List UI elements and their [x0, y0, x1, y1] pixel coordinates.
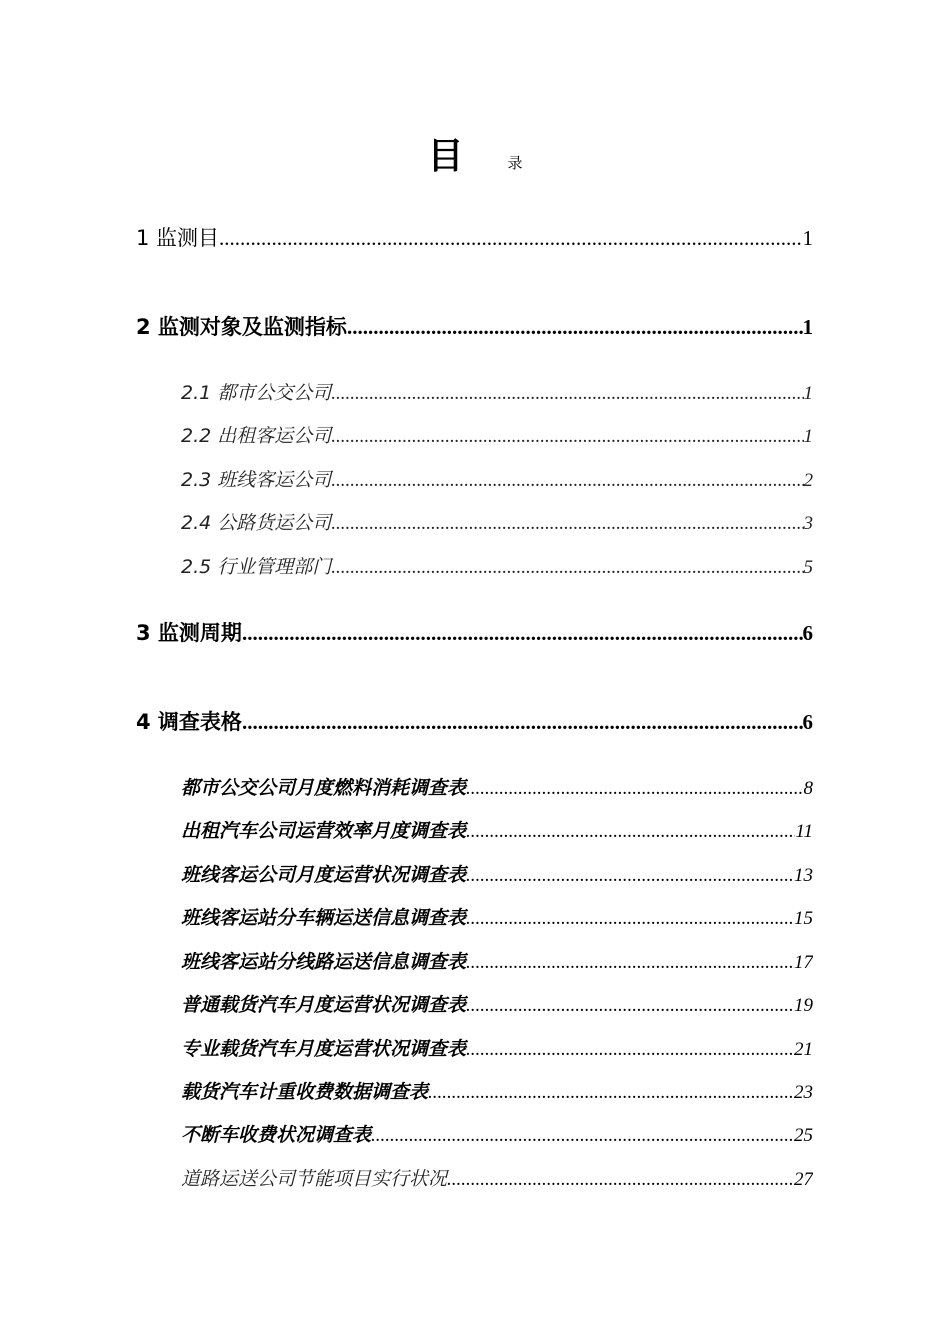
toc-leader-dots — [331, 513, 803, 535]
toc-entry-label: 道路运送公司节能项目实行状况 — [181, 1168, 448, 1190]
toc-entry-label: 班线客运公司月度运营状况调查表 — [181, 864, 467, 886]
toc-entry-label: 载货汽车计重收费数据调查表 — [181, 1081, 429, 1103]
toc-page-number: 23 — [794, 1082, 813, 1103]
toc-title — [0, 128, 950, 179]
toc-entry-table-3[interactable] — [181, 860, 813, 887]
toc-leader-dots — [466, 865, 794, 887]
toc-page-number: 21 — [794, 1039, 813, 1060]
toc-page-number: 17 — [794, 952, 813, 973]
toc-page-number: 3 — [803, 513, 813, 534]
toc-title-main: 目 — [427, 136, 464, 177]
toc-entry-table-1[interactable] — [181, 773, 813, 800]
toc-entry-label: 2 监测对象及监测指标 — [136, 315, 347, 339]
toc-leader-dots — [242, 710, 803, 735]
toc-entry-label: 不断车收费状况调查表 — [181, 1124, 372, 1146]
toc-leader-dots — [331, 557, 803, 579]
toc-page-number: 27 — [794, 1169, 813, 1190]
toc-page-number: 6 — [802, 710, 813, 734]
toc-leader-dots — [447, 1169, 794, 1191]
toc-entry-2-2[interactable] — [181, 421, 813, 448]
toc-page-number: 1 — [803, 383, 813, 404]
toc-entry-table-5[interactable] — [181, 947, 813, 974]
toc-entry-label: 2.1 都市公交公司 — [181, 382, 332, 404]
toc-entry-table-10[interactable] — [181, 1164, 813, 1191]
toc-entry-label: 班线客运站分车辆运送信息调查表 — [181, 907, 467, 929]
toc-page-number: 25 — [794, 1125, 813, 1146]
toc-page-number: 1 — [803, 426, 813, 447]
toc-entry-table-8[interactable] — [181, 1077, 813, 1104]
toc-leader-dots — [466, 908, 794, 930]
toc-leader-dots — [219, 226, 802, 251]
toc-entry-label: 都市公交公司月度燃料消耗调查表 — [181, 777, 467, 799]
toc-leader-dots — [466, 821, 795, 843]
toc-leader-dots — [428, 1082, 794, 1104]
toc-page-number: 15 — [794, 908, 813, 929]
toc-leader-dots — [371, 1125, 794, 1147]
toc-page-number: 1 — [802, 315, 813, 339]
toc-entry-2-5[interactable] — [181, 552, 813, 579]
toc-leader-dots — [331, 426, 803, 448]
toc-leader-dots — [466, 1039, 794, 1061]
toc-page-number: 19 — [794, 995, 813, 1016]
toc-page-number: 2 — [803, 470, 813, 491]
toc-page-number: 1 — [802, 226, 813, 250]
toc-page-number: 6 — [802, 621, 813, 645]
toc-entry-label: 2.4 公路货运公司 — [181, 512, 332, 534]
toc-entry-label: 2.2 出租客运公司 — [181, 425, 332, 447]
toc-entry-table-9[interactable] — [181, 1120, 813, 1147]
toc-entry-table-4[interactable] — [181, 903, 813, 930]
toc-entry-1[interactable] — [136, 222, 813, 252]
toc-entry-2[interactable] — [136, 311, 813, 341]
toc-entry-4[interactable] — [136, 706, 813, 736]
toc-leader-dots — [242, 621, 803, 646]
toc-entry-2-1[interactable] — [181, 378, 813, 405]
toc-entry-table-2[interactable] — [181, 816, 813, 843]
toc-entry-2-3[interactable] — [181, 465, 813, 492]
toc-entry-label: 专业载货汽车月度运营状况调查表 — [181, 1038, 467, 1060]
toc-page-number: 5 — [803, 557, 813, 578]
toc-entry-table-7[interactable] — [181, 1034, 813, 1061]
toc-entry-label: 2.3 班线客运公司 — [181, 469, 332, 491]
toc-leader-dots — [466, 952, 794, 974]
toc-leader-dots — [347, 315, 803, 340]
toc-page-number: 13 — [794, 865, 813, 886]
toc-entry-label: 2.5 行业管理部门 — [181, 556, 332, 578]
toc-entry-label: 出租汽车公司运营效率月度调查表 — [181, 820, 467, 842]
toc-title-suffix: 录 — [507, 154, 523, 172]
toc-entry-label: 普通载货汽车月度运营状况调查表 — [181, 994, 467, 1016]
toc-entry-table-6[interactable] — [181, 990, 813, 1017]
toc-leader-dots — [331, 383, 803, 405]
toc-leader-dots — [331, 470, 803, 492]
toc-leader-dots — [466, 778, 803, 800]
toc-entry-label: 3 监测周期 — [136, 621, 242, 645]
toc-entry-label: 4 调查表格 — [136, 710, 242, 734]
toc-page-number: 8 — [803, 778, 813, 799]
toc-page-number: 11 — [795, 821, 813, 842]
toc-entry-2-4[interactable] — [181, 508, 813, 535]
toc-leader-dots — [466, 995, 794, 1017]
toc-entry-3[interactable] — [136, 617, 813, 647]
toc-entry-label: 班线客运站分线路运送信息调查表 — [181, 951, 467, 973]
toc-entry-label: 1 监测目 — [136, 226, 220, 250]
